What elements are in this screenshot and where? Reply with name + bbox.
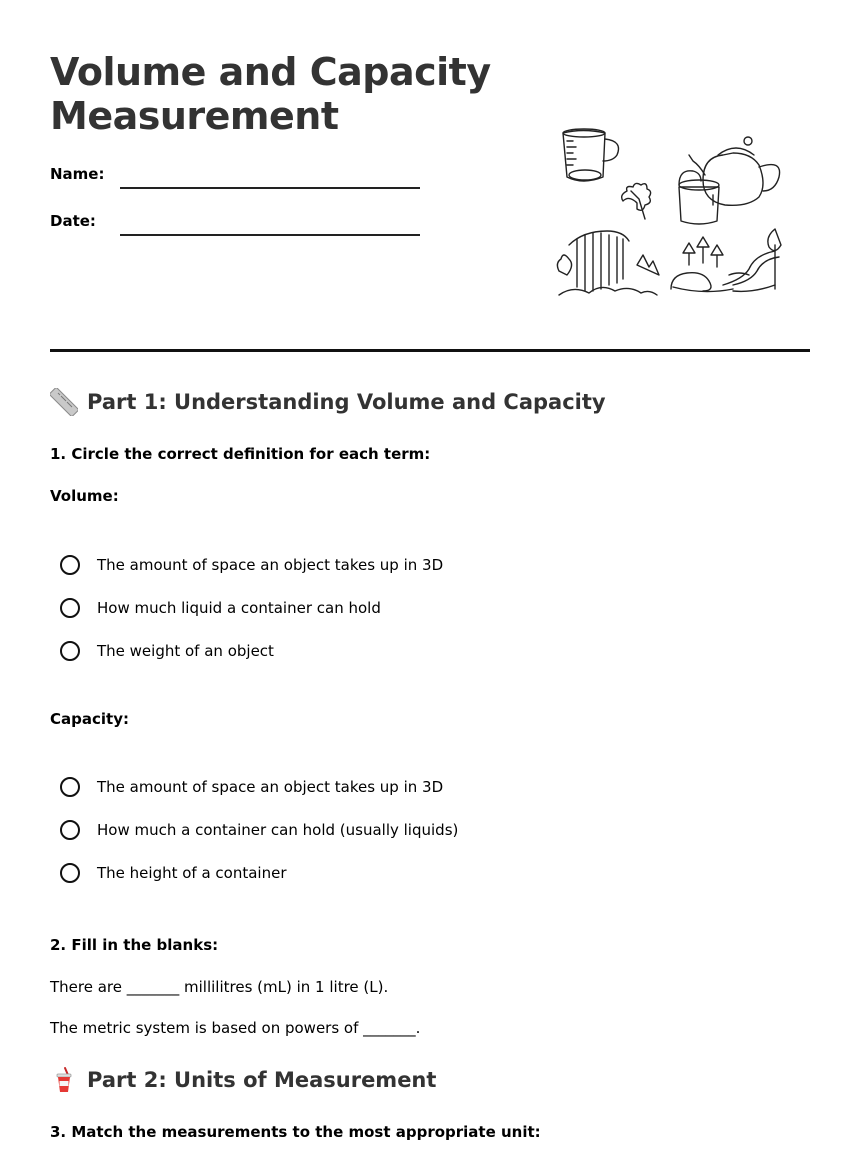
section-divider xyxy=(50,349,810,352)
q2-prompt: 2. Fill in the blanks: xyxy=(50,936,219,954)
radio-circle[interactable] xyxy=(60,863,80,883)
volume-option[interactable] xyxy=(60,641,274,661)
cup-with-straw-icon xyxy=(50,1066,78,1094)
capacity-option[interactable] xyxy=(60,777,443,797)
fill-blank-sentence[interactable]: The metric system is based on powers of _______. xyxy=(50,1019,421,1037)
option-text: The height of a container xyxy=(97,864,287,882)
volume-option[interactable] xyxy=(60,598,381,618)
leaf-icon xyxy=(622,183,651,219)
pot-icon xyxy=(679,171,719,224)
capacity-label: Capacity: xyxy=(50,710,129,728)
teapot-icon xyxy=(689,137,780,205)
name-field[interactable] xyxy=(120,187,420,189)
part2-heading-text: Part 2: Units of Measurement xyxy=(87,1068,437,1092)
option-text: How much a container can hold (usually liquids) xyxy=(97,821,459,839)
volume-label: Volume: xyxy=(50,487,119,505)
part1-heading-text: Part 1: Understanding Volume and Capacity xyxy=(87,390,606,414)
option-text: The amount of space an object takes up in 3D xyxy=(97,778,444,796)
capacity-option[interactable] xyxy=(60,863,287,883)
river-landscape-icon xyxy=(671,229,781,292)
radio-circle[interactable] xyxy=(60,641,80,661)
radio-circle[interactable] xyxy=(60,598,80,618)
q1-prompt: 1. Circle the correct definition for each term: xyxy=(50,445,431,463)
water-containers-illustration xyxy=(553,125,785,297)
option-text: The weight of an object xyxy=(97,642,274,660)
fill-blank-sentence[interactable]: There are _______ millilitres (mL) in 1 litre (L). xyxy=(50,978,389,996)
date-label: Date: xyxy=(50,212,96,230)
name-label: Name: xyxy=(50,165,105,183)
date-field[interactable] xyxy=(120,234,420,236)
ruler-icon xyxy=(50,388,78,416)
part2-heading xyxy=(50,1066,436,1094)
option-text: How much liquid a container can hold xyxy=(97,599,381,617)
q3-prompt: 3. Match the measurements to the most appropriate unit: xyxy=(50,1123,541,1141)
measuring-cup-icon xyxy=(563,129,619,181)
option-text: The amount of space an object takes up in 3D xyxy=(97,556,444,574)
page-title: Volume and Capacity Measurement xyxy=(50,50,491,138)
radio-circle[interactable] xyxy=(60,820,80,840)
capacity-option[interactable] xyxy=(60,820,458,840)
radio-circle[interactable] xyxy=(60,777,80,797)
radio-circle[interactable] xyxy=(60,555,80,575)
part1-heading xyxy=(50,388,606,416)
waterfall-icon xyxy=(557,231,659,295)
volume-option[interactable] xyxy=(60,555,443,575)
